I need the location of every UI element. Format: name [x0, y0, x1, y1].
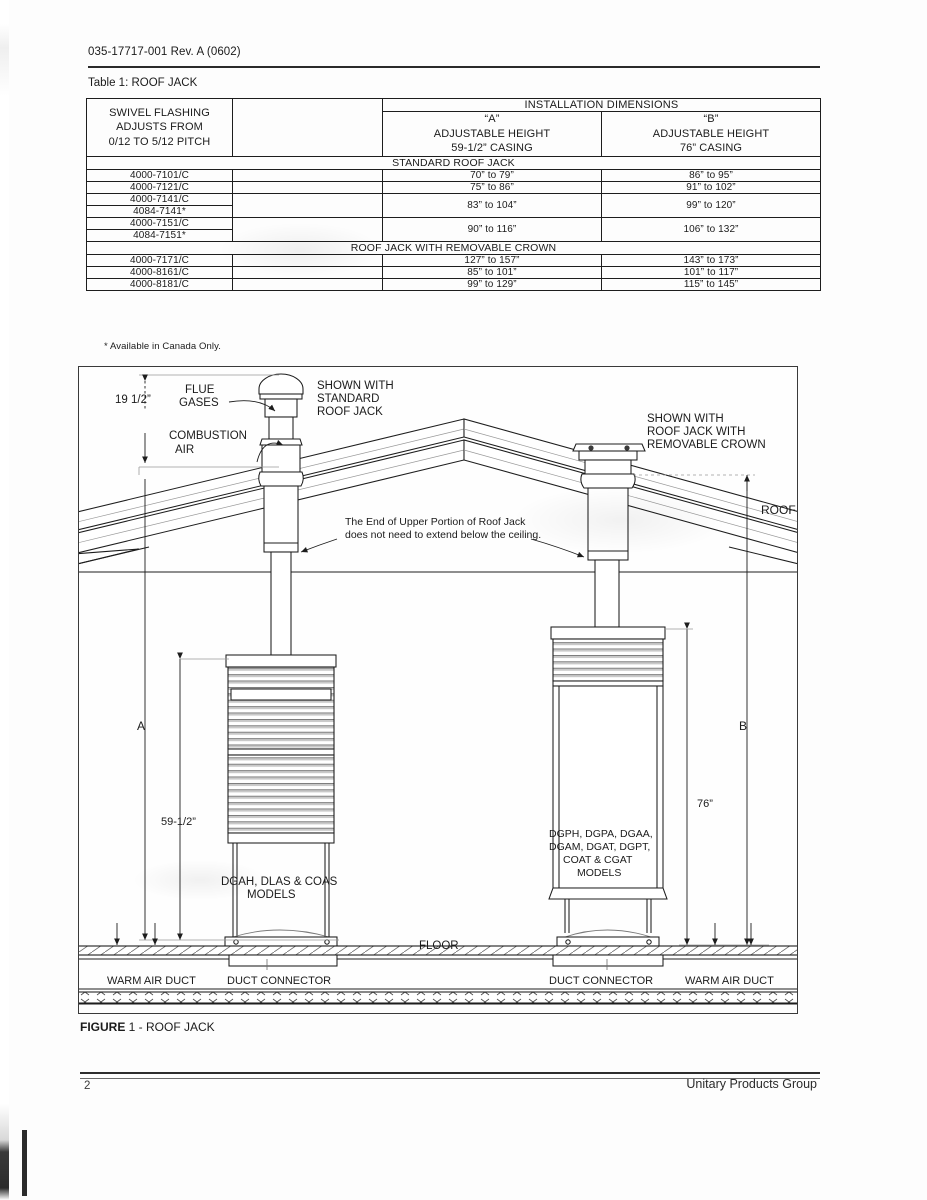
- company-name: Unitary Products Group: [686, 1077, 817, 1091]
- model-number: 4000-7171/C: [87, 254, 233, 266]
- blank-cell: [233, 193, 383, 217]
- blank-cell: [233, 254, 383, 266]
- figure-roof-jack: [78, 366, 798, 1014]
- label-models-left-line2: MODELS: [247, 889, 296, 901]
- table-caption: Table 1: ROOF JACK: [88, 77, 198, 89]
- label-dimension-b: B: [739, 719, 748, 733]
- model-number-alt: 4084-7151*: [87, 229, 233, 241]
- roof-jack-table: [86, 98, 821, 291]
- page-number: 2: [84, 1080, 91, 1092]
- col1-header: [87, 99, 233, 157]
- label-shown-crown-line2: ROOF JACK WITH: [647, 426, 746, 438]
- figure-caption-rest: 1 - ROOF JACK: [125, 1020, 215, 1034]
- column-b-title: “B”: [703, 113, 719, 125]
- model-number: 4000-8161/C: [87, 266, 233, 278]
- dimension-b: 115” to 145”: [602, 278, 821, 290]
- scan-edge-artifact: [0, 0, 9, 1200]
- scan-edge-artifact-bottom: [22, 1130, 27, 1196]
- section-label-standard: STANDARD ROOF JACK: [87, 156, 821, 169]
- document-id: 035-17717-001 Rev. A (0602): [88, 46, 241, 58]
- table-header-row: [87, 99, 821, 112]
- col1-header-line2: ADJUSTS FROM: [116, 121, 203, 134]
- table-row: [87, 181, 821, 193]
- figure-caption-bold: FIGURE: [80, 1020, 126, 1034]
- col1-header-line1: SWIVEL FLASHING: [109, 106, 210, 119]
- installation-dimensions-header: INSTALLATION DIMENSIONS: [383, 99, 821, 112]
- dimension-b: 99” to 120”: [602, 193, 821, 217]
- label-shown-standard-line2: STANDARD: [317, 393, 380, 405]
- dimension-a: 90” to 116”: [383, 217, 602, 241]
- dimension-a: 127” to 157”: [383, 254, 602, 266]
- blank-cell: [233, 181, 383, 193]
- blank-cell: [233, 169, 383, 181]
- table-row: [87, 217, 821, 229]
- label-combustion-air-line1: COMBUSTION: [169, 430, 247, 442]
- label-models-left-line1: DGAH, DLAS & COAS: [221, 876, 338, 888]
- label-note-line2: does not need to extend below the ceiling.: [345, 529, 542, 541]
- table-row: [87, 266, 821, 278]
- label-shown-crown-line1: SHOWN WITH: [647, 413, 724, 425]
- blank-cell: [233, 266, 383, 278]
- section-label-crown: ROOF JACK WITH REMOVABLE CROWN: [87, 241, 821, 254]
- roof-jack-diagram: [79, 367, 797, 1013]
- dimension-a: 85” to 101”: [383, 266, 602, 278]
- section-header-standard: [87, 156, 821, 169]
- dimension-a: 83” to 104”: [383, 193, 602, 217]
- dimension-a: 70” to 79”: [383, 169, 602, 181]
- model-number: 4000-7141/C: [87, 193, 233, 205]
- figure-caption: [80, 1020, 215, 1034]
- dimension-b: 86” to 95”: [602, 169, 821, 181]
- column-b-line2: 76” CASING: [679, 142, 743, 155]
- blank-cell: [233, 278, 383, 290]
- table-row: [87, 278, 821, 290]
- col2-header-blank: [233, 99, 383, 157]
- dimension-a: 99” to 129”: [383, 278, 602, 290]
- col1-header-line3: 0/12 TO 5/12 PITCH: [108, 135, 211, 148]
- blank-cell: [233, 217, 383, 241]
- footer-rule-thick: [80, 1072, 820, 1074]
- label-dimension-59-1-2: 59-1/2”: [161, 816, 196, 828]
- label-warm-air-duct-left: WARM AIR DUCT: [107, 975, 196, 987]
- label-shown-standard-line3: ROOF JACK: [317, 406, 383, 418]
- column-a-line1: ADJUSTABLE HEIGHT: [433, 127, 551, 140]
- label-models-right-line4: MODELS: [577, 867, 622, 879]
- model-number-alt: 4084-7141*: [87, 205, 233, 217]
- model-number: 4000-7101/C: [87, 169, 233, 181]
- label-shown-standard-line1: SHOWN WITH: [317, 380, 394, 392]
- label-flue-gases-line2: GASES: [179, 397, 219, 409]
- label-duct-connector-right: DUCT CONNECTOR: [549, 975, 654, 987]
- label-roof: ROOF: [761, 503, 796, 517]
- label-warm-air-duct-right: WARM AIR DUCT: [685, 975, 774, 987]
- label-duct-connector-left: DUCT CONNECTOR: [227, 975, 332, 987]
- column-a-header: [383, 112, 602, 157]
- label-shown-crown-line3: REMOVABLE CROWN: [647, 439, 766, 451]
- table-footnote: * Available in Canada Only.: [104, 341, 221, 352]
- dimension-b: 106” to 132”: [602, 217, 821, 241]
- label-floor: FLOOR: [419, 940, 459, 952]
- dimension-a: 75” to 86”: [383, 181, 602, 193]
- table-row: [87, 193, 821, 205]
- column-b-header: [602, 112, 821, 157]
- label-models-right-line1: DGPH, DGPA, DGAA,: [549, 828, 653, 840]
- section-header-crown: [87, 241, 821, 254]
- table-row: [87, 254, 821, 266]
- label-flue-gases-line1: FLUE: [185, 384, 215, 396]
- dimension-b: 91” to 102”: [602, 181, 821, 193]
- model-number: 4000-8181/C: [87, 278, 233, 290]
- model-number: 4000-7121/C: [87, 181, 233, 193]
- dimension-b: 143” to 173”: [602, 254, 821, 266]
- label-dimension-19-1-2: 19 1/2”: [115, 394, 151, 406]
- label-combustion-air-line2: AIR: [175, 444, 195, 456]
- label-models-right-line2: DGAM, DGAT, DGPT,: [549, 841, 651, 853]
- column-a-title: “A”: [484, 113, 500, 125]
- label-models-right-line3: COAT & CGAT: [563, 854, 633, 866]
- table-row: [87, 169, 821, 181]
- label-dimension-76: 76”: [697, 798, 713, 810]
- header-rule: [88, 66, 820, 68]
- label-note-line1: The End of Upper Portion of Roof Jack: [345, 516, 526, 528]
- label-dimension-a: A: [137, 719, 146, 733]
- dimension-b: 101” to 117”: [602, 266, 821, 278]
- column-a-line2: 59-1/2” CASING: [451, 142, 533, 155]
- model-number: 4000-7151/C: [87, 217, 233, 229]
- column-b-line1: ADJUSTABLE HEIGHT: [652, 127, 770, 140]
